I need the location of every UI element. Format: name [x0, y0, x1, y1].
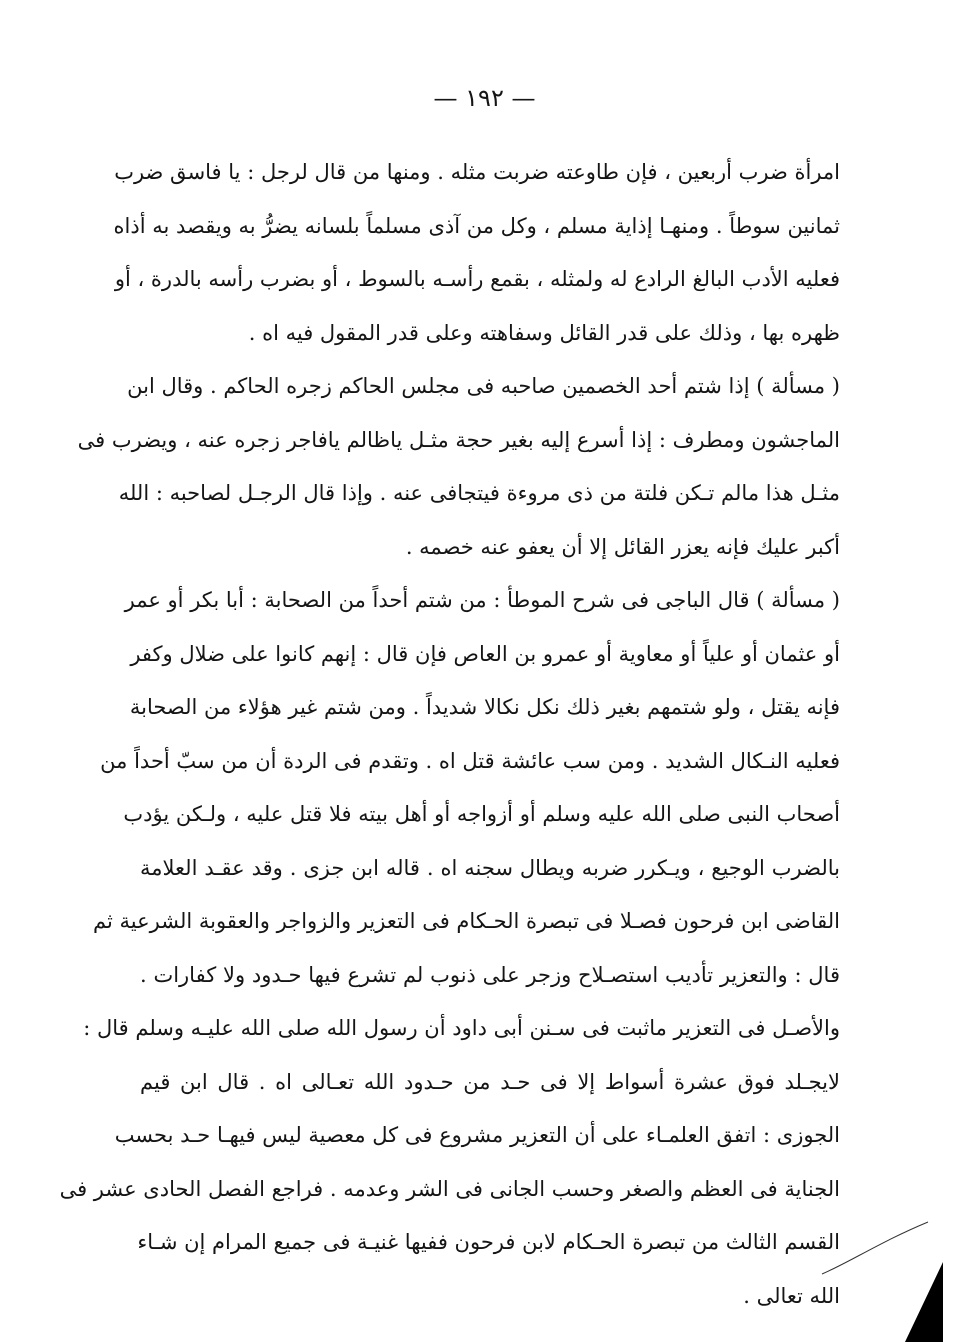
text-line: أصحاب النبى صلى الله عليه وسلم أو أزواجه أو أهل بيته فلا قتل عليه ، ولـكن يؤدب [123, 802, 840, 826]
text-line: الجوزى : اتفق العلمـاء على أن التعزير مشروع فى كل معصية ليس فيهـا حـد بحسب [114, 1123, 840, 1147]
text-line: بالضرب الوجيع ، ويـكرر ضربه ويطال سجنه اه . قاله ابن جزى . وقد عقـد العلامة [140, 855, 840, 880]
text-line: فعليه النـكال الشديد . ومن سب عائشة قتل اه . وتقدم فى الردة أن من سبّ أحداً من [100, 748, 840, 773]
text-line: الله تعالى . [743, 1283, 840, 1308]
text-line: ثمانين سوطاً . ومنهـا إذاية مسلم ، وكل من آذى مسلماً بلسانه يضرُّ به ويقصد به أذاه [113, 213, 840, 238]
body-text [59, 146, 840, 1323]
text-line: ظهره بها ، وذلك على قدر القائل وسفاهته وعلى قدر المقول فيه اه . [248, 320, 840, 345]
text-line: الماجشون ومطرف : إذا أسرع إليه بغير حجة مثـل ياظالم يافاجر زجره عنه ، ويضرب فى [77, 427, 840, 452]
text-line: فعليه الأدب البالغ الرادع له ولمثله ، بقمع رأسـه بالسوط ، أو بضرب رأسه بالدرة ، أو [114, 267, 840, 291]
text-line: ( مسألة ) إذا شتم أحد الخصمين صاحبه فى مجلس الحاكم زجره الحاكم . وقال ابن [127, 374, 840, 398]
text-line: فإنه يقتل ، ولو شتمهم بغير ذلك نكل نكالا شديداً . ومن شتم غير هؤلاء من الصحابة [129, 695, 840, 719]
text-line: لايجـلد فوق عشرة أسواط إلا فى حـد من حـدود الله تعـالى اه . قال ابن قيم [140, 1069, 840, 1094]
text-line: مثـل هذا مالم تـكن فلتة من ذى مروءة فيتجافى عنه . وإذا قال الرجـل لصاحبه : الله [118, 481, 840, 505]
page-number: — ١٩٢ — [433, 84, 536, 112]
text-line: امرأة ضرب أربعين ، فإن طاوعته ضربت مثله . ومنها من قال لرجل : يا فاسق ضرب [114, 160, 840, 184]
scan-corner-mark [905, 1262, 943, 1342]
text-line: القاضى ابن فرحون فصـلا فى تبصرة الحـكام فى التعزير والزواجر والعقوبة الشرعية ثم [93, 909, 840, 933]
text-line: قال : والتعزير تأديب استصـلاح وزجر على ذنوب لم تشرع فيها حـدود ولا كفارات . [140, 962, 840, 987]
text-line: أو عثمان أو علياً أو معاوية أو عمرو بن العاص فإن قال : إنهم كانوا على ضلال وكفر [130, 641, 840, 666]
text-line: القسم الثالث من تبصرة الحـكام لابن فرحون ففيها غنيـة فى جميع المرام إن شـاء [137, 1230, 840, 1254]
text-line: والأصـل فى التعزير ماثبت فى سـنن أبى داود أن رسول الله صلى الله عليـه وسلم قال : [83, 1016, 840, 1040]
text-line: أكبر عليك فإنه يعزر القائل إلا أن يعفو عنه خصمه . [405, 534, 840, 559]
text-line: ( مسألة ) قال الباجى فى شرح الموطأ : من شتم أحداً من الصحابة : أبا بكر أو عمر [124, 588, 840, 612]
text-line: الجناية فى العظم والصغر وحسب الجانى فى الشر وعدمه . فراجع الفصل الحادى عشر فى [59, 1176, 840, 1201]
